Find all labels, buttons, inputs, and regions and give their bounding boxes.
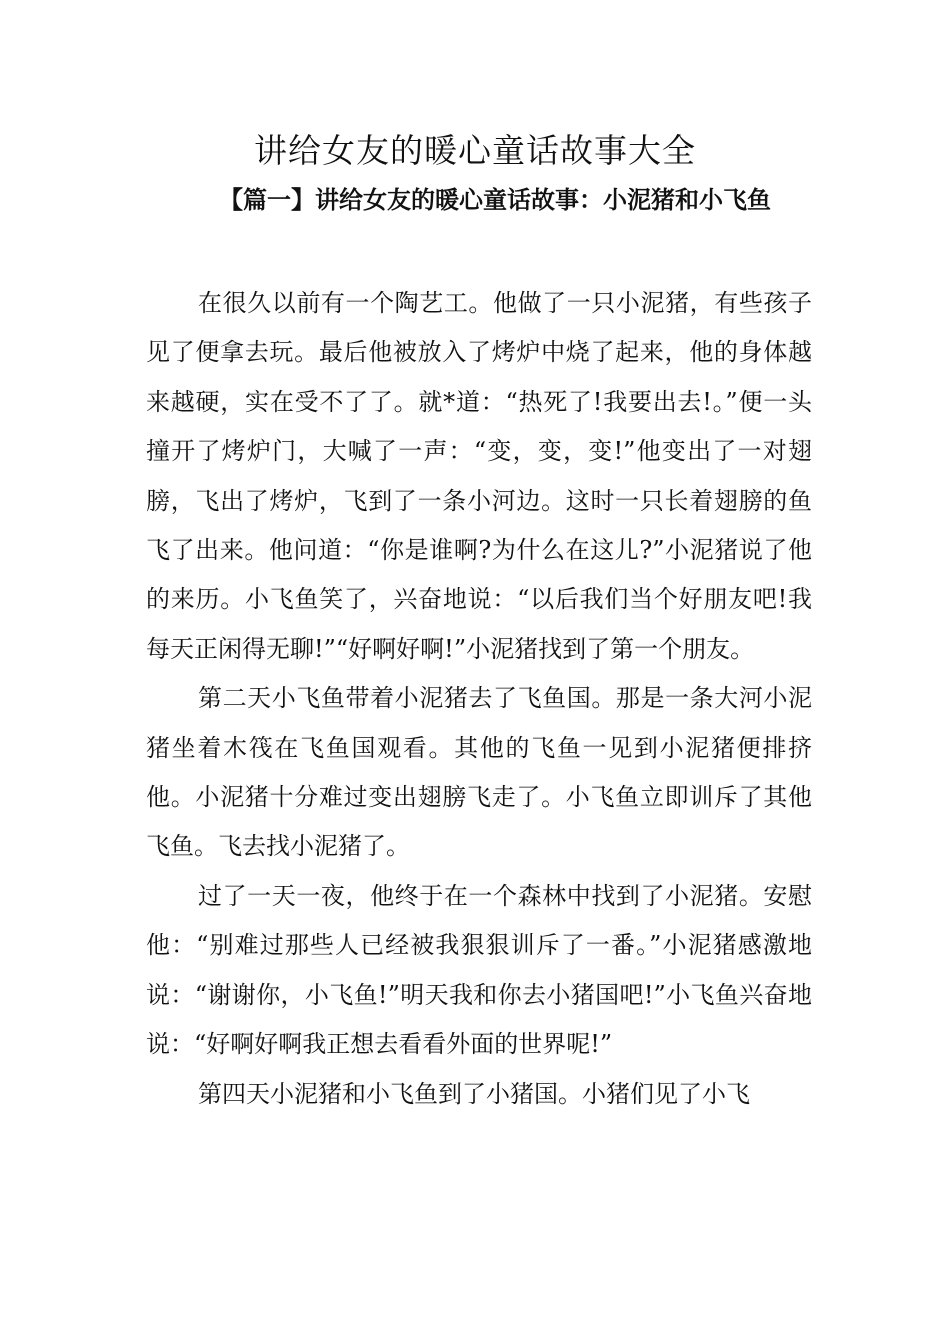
document-subtitle: 【篇一】讲给女友的暖心童话故事：小泥猪和小飞鱼 [219,185,771,214]
paragraph: 过了一天一夜，他终于在一个森林中找到了小泥猪。安慰他：“别难过那些人已经被我狠狠训斥了一番。”小泥猪感激地说：“谢谢你，小飞鱼!”明天我和你去小猪国吧!”小飞鱼兴奋地说：“好啊好啊我正想去看看外面的世界呢!” [146,881,812,1059]
paragraph: 在很久以前有一个陶艺工。他做了一只小泥猪，有些孩子见了便拿去玩。最后他被放入了烤炉中烧了起来，他的身体越来越硬，实在受不了了。就*道：“热死了!我要出去!。”便一头撞开了烤炉门，大喊了一声：“变，变，变!”他变出了一对翅膀，飞出了烤炉，飞到了一条小河边。这时一只长着翅膀的鱼飞了出来。他问道：“你是谁啊?为什么在这儿?”小泥猪说了他的来历。小飞鱼笑了，兴奋地说：“以后我们当个好朋友吧!我每天正闲得无聊!”“好啊好啊!”小泥猪找到了第一个朋友。 [146,289,812,663]
paragraph: 第二天小飞鱼带着小泥猪去了飞鱼国。那是一条大河小泥猪坐着木筏在飞鱼国观看。其他的飞鱼一见到小泥猪便排挤他。小泥猪十分难过变出翅膀飞走了。小飞鱼立即训斥了其他飞鱼。飞去找小泥猪了。 [146,684,812,861]
document-body [146,279,812,1119]
document-title: 讲给女友的暖心童话故事大全 [254,131,696,170]
paragraph: 第四天小泥猪和小飞鱼到了小猪国。小猪们见了小飞 [198,1079,750,1108]
